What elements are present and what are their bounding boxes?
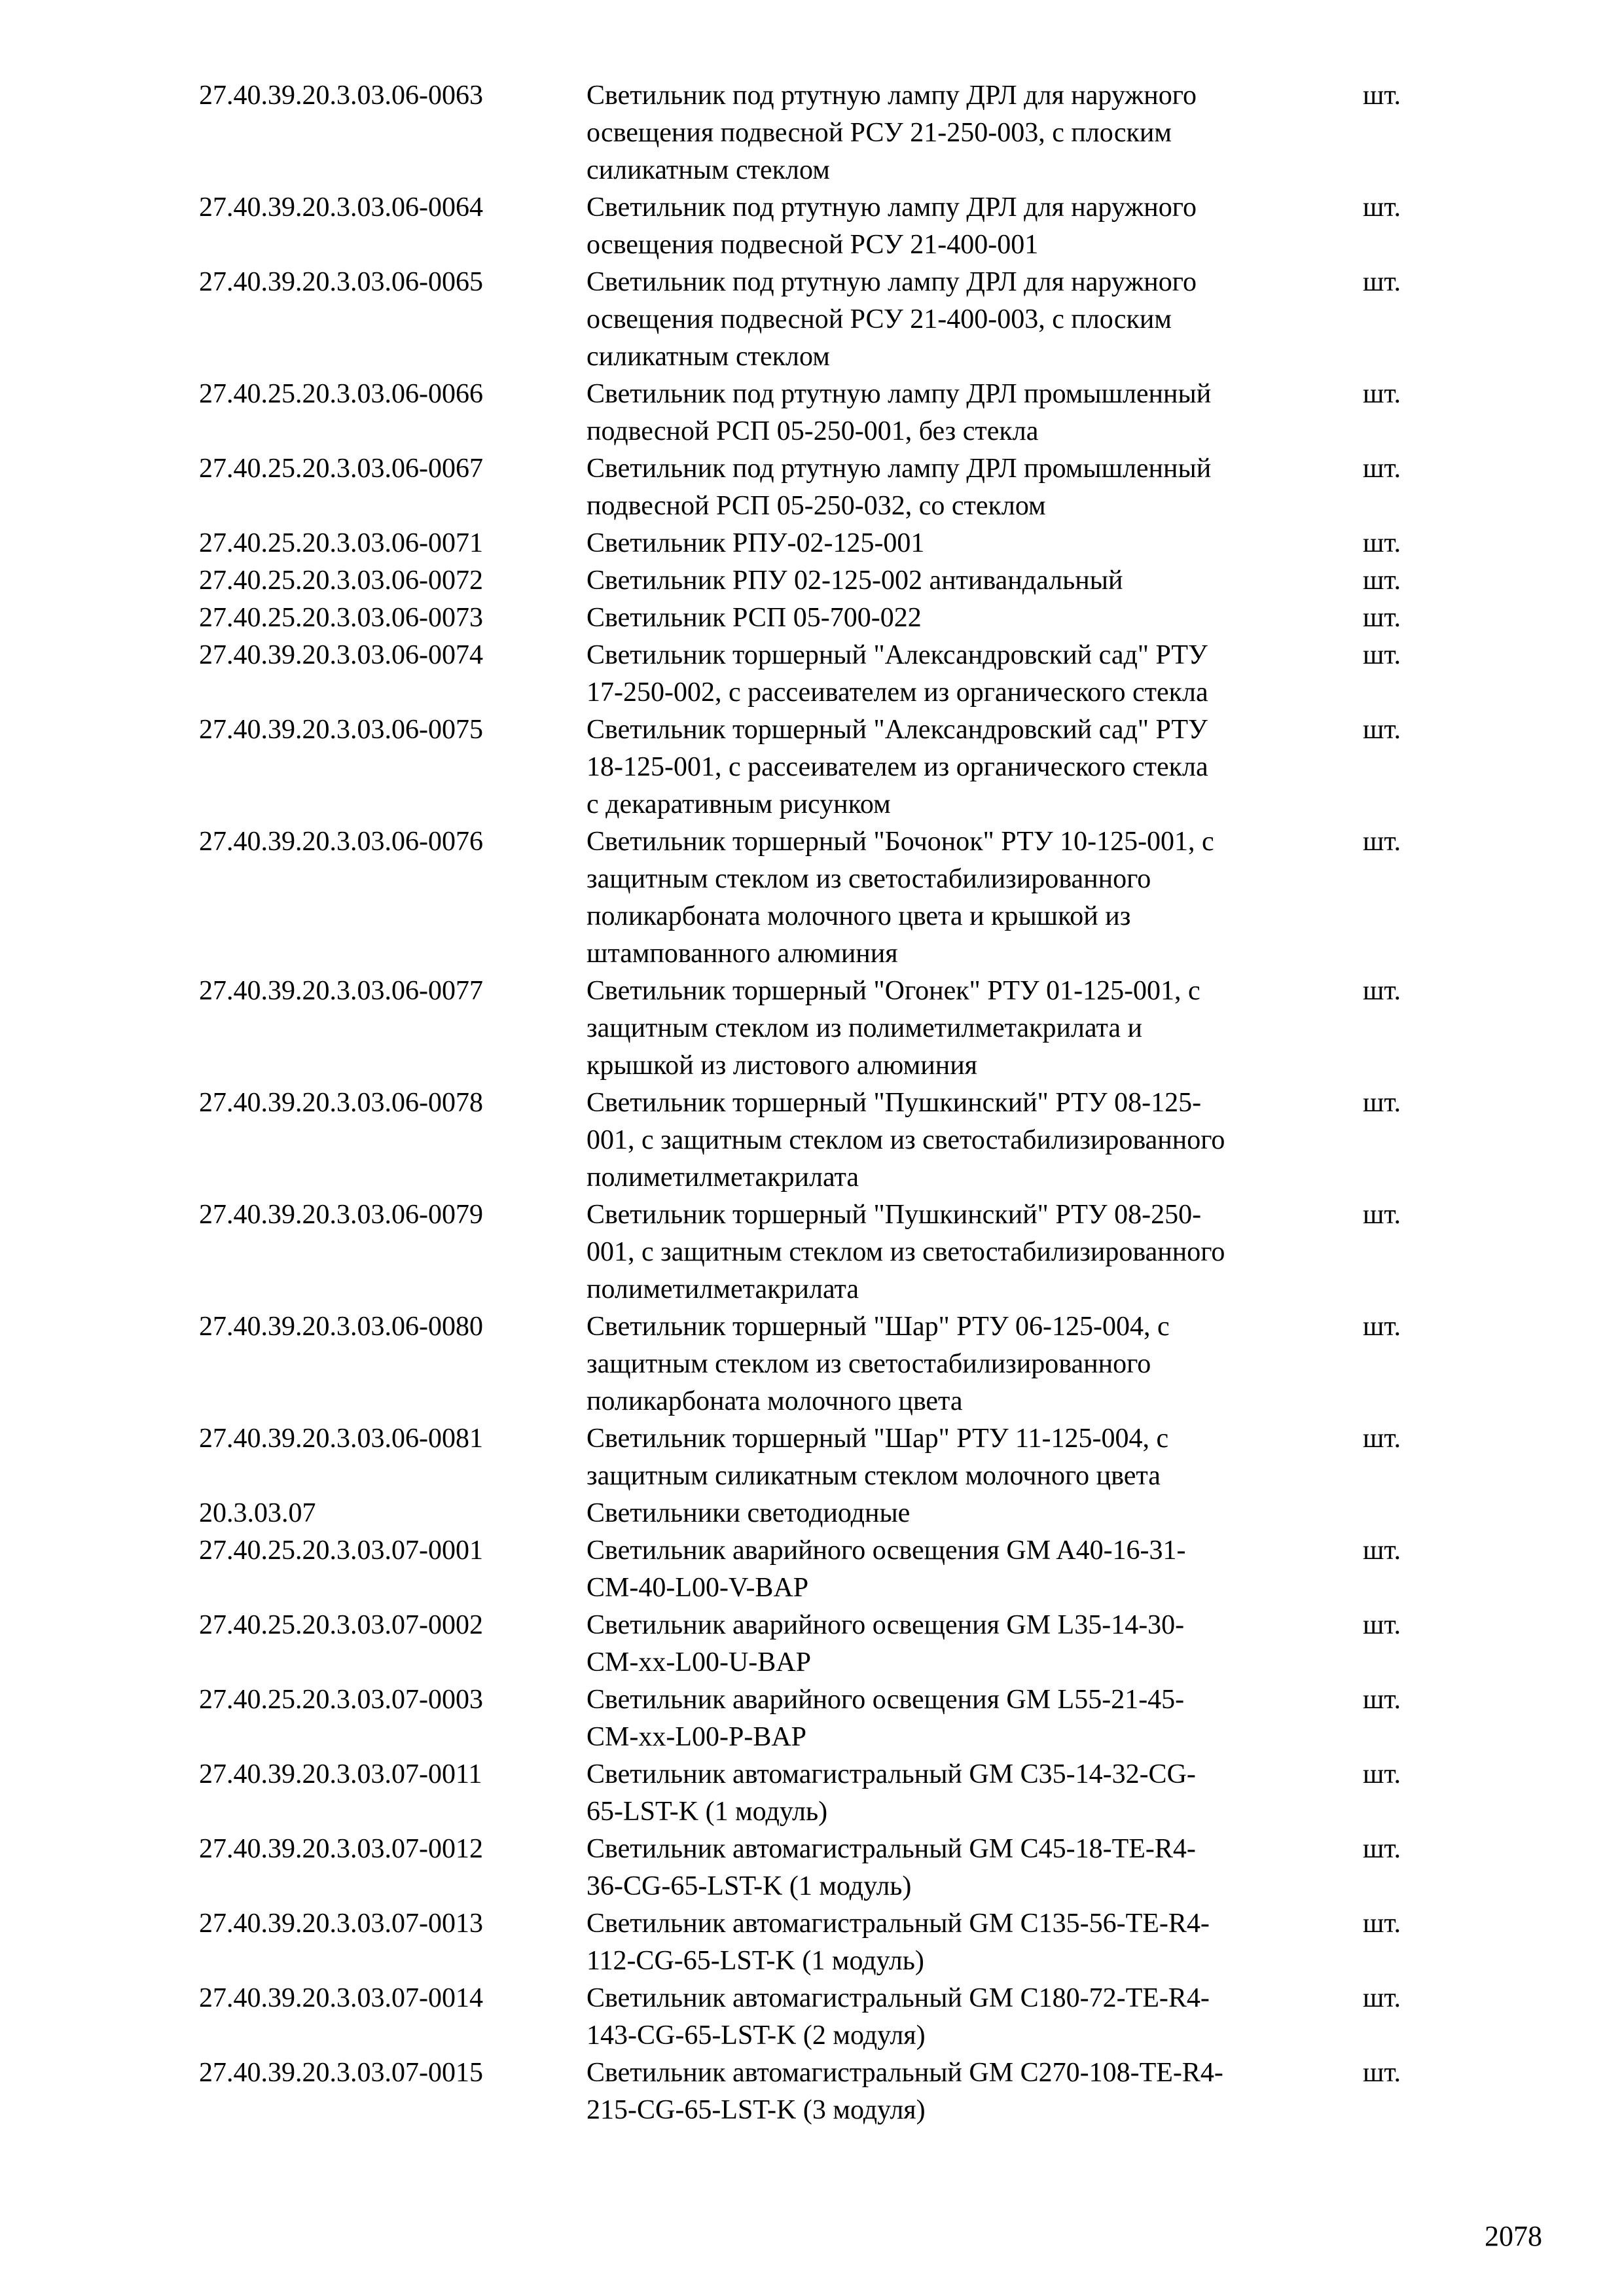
row-unit: шт. [1363, 2058, 1401, 2088]
table-row [199, 973, 1443, 1085]
row-code: 27.40.39.20.3.03.07-0012 [199, 1834, 483, 1864]
row-code: 27.40.25.20.3.03.06-0067 [199, 454, 483, 484]
row-code: 27.40.39.20.3.03.06-0063 [199, 81, 483, 111]
row-unit: шт. [1363, 1424, 1401, 1454]
row-code: 27.40.25.20.3.03.06-0073 [199, 603, 483, 633]
row-code: 27.40.39.20.3.03.06-0077 [199, 976, 483, 1006]
row-unit: шт. [1363, 827, 1401, 857]
row-code: 27.40.25.20.3.03.07-0003 [199, 1685, 483, 1715]
page-number: 2078 [1485, 2220, 1542, 2252]
row-unit: шт. [1363, 81, 1401, 111]
row-name: Светильник аварийного освещения GM L35-14-30- CM-xx-L00-U-BAP [586, 1610, 1185, 1677]
row-unit: шт. [1363, 603, 1401, 633]
row-name: Светильник торшерный "Бочонок" РТУ 10-125-001, с защитным стеклом из светостабилизированного поликарбоната молочного цвета и крышкой из штампованного алюминия [586, 827, 1214, 969]
row-code: 27.40.39.20.3.03.07-0015 [199, 2058, 483, 2088]
row-name: Светильник РПУ-02-125-001 [586, 528, 925, 558]
row-name: Светильник РПУ 02-125-002 антивандальный [586, 565, 1123, 596]
table-row [199, 600, 1443, 637]
row-name: Светильник автомагистральный GM C135-56-TE-R4- 112-CG-65-LST-K (1 модуль) [586, 1909, 1210, 1976]
row-name: Светильник торшерный "Александровский сад" РТУ 18-125-001, с рассеивателем из органического стекла с декаративным рисунком [586, 715, 1208, 819]
table-row [199, 1308, 1443, 1420]
row-unit: шт. [1363, 1909, 1401, 1939]
row-unit: шт. [1363, 1834, 1401, 1864]
row-name: Светильник автомагистральный GM C180-72-TE-R4- 143-CG-65-LST-K (2 модуля) [586, 1983, 1210, 2051]
table-row [199, 1681, 1443, 1756]
table-row [199, 525, 1443, 562]
row-name: Светильник торшерный "Шар" РТУ 06-125-004, с защитным стеклом из светостабилизированного поликарбоната молочного цвета [586, 1312, 1170, 1416]
row-unit: шт. [1363, 1685, 1401, 1715]
table-row [199, 1532, 1443, 1607]
row-code: 27.40.39.20.3.03.06-0078 [199, 1088, 483, 1118]
row-name: Светильник торшерный "Пушкинский" РТУ 08-250- 001, с защитным стеклом из светостабилизированного полиметилметакрилата [586, 1200, 1225, 1304]
table-row [199, 264, 1443, 376]
row-code: 27.40.39.20.3.03.06-0075 [199, 715, 483, 745]
table-row [199, 1196, 1443, 1308]
row-code: 27.40.39.20.3.03.07-0014 [199, 1983, 483, 2013]
row-name: Светильник торшерный "Огонек" РТУ 01-125-001, с защитным стеклом из полиметилметакрилата и крышкой из листового алюминия [586, 976, 1200, 1081]
row-unit: шт. [1363, 1983, 1401, 2013]
row-unit: шт. [1363, 267, 1401, 297]
row-unit: шт. [1363, 192, 1401, 223]
row-name: Светильник торшерный "Шар" РТУ 11-125-004, с защитным силикатным стеклом молочного цвета [586, 1424, 1169, 1491]
row-name: Светильник под ртутную лампу ДРЛ для наружного освещения подвесной РСУ 21-400-003, с плоским силикатным стеклом [586, 267, 1197, 372]
table-row [199, 1831, 1443, 1905]
row-unit: шт. [1363, 454, 1401, 484]
row-code: 27.40.39.20.3.03.06-0065 [199, 267, 483, 297]
row-code: 27.40.25.20.3.03.06-0072 [199, 565, 483, 596]
row-unit: шт. [1363, 565, 1401, 596]
row-name: Светильник под ртутную лампу ДРЛ для наружного освещения подвесной РСУ 21-250-003, с плоским силикатным стеклом [586, 81, 1197, 185]
row-name: Светильник РСП 05-700-022 [586, 603, 922, 633]
row-unit: шт. [1363, 1088, 1401, 1118]
row-code: 27.40.39.20.3.03.06-0074 [199, 640, 483, 670]
row-name: Светильник аварийного освещения GM L55-21-45- CM-xx-L00-P-BAP [586, 1685, 1185, 1752]
row-code: 27.40.39.20.3.03.06-0080 [199, 1312, 483, 1342]
row-name: Светильник под ртутную лампу ДРЛ промышленный подвесной РСП 05-250-032, со стеклом [586, 454, 1212, 521]
row-name: Светильник торшерный "Пушкинский" РТУ 08-125- 001, с защитным стеклом из светостабилизированного полиметилметакрилата [586, 1088, 1225, 1193]
table-row [199, 1085, 1443, 1196]
row-code: 27.40.39.20.3.03.06-0079 [199, 1200, 483, 1230]
row-name: Светильник автомагистральный GM C35-14-32-CG- 65-LST-K (1 модуль) [586, 1759, 1196, 1827]
row-unit: шт. [1363, 715, 1401, 745]
row-name: Светильник автомагистральный GM C270-108-TE-R4- 215-CG-65-LST-K (3 модуля) [586, 2058, 1223, 2125]
row-name: Светильник под ртутную лампу ДРЛ промышленный подвесной РСП 05-250-001, без стекла [586, 379, 1212, 446]
row-unit: шт. [1363, 1759, 1401, 1789]
table-row [199, 637, 1443, 711]
table-row [199, 1980, 1443, 2054]
section-heading-row [199, 1495, 1443, 1532]
row-code: 27.40.25.20.3.03.07-0001 [199, 1535, 483, 1566]
row-unit: шт. [1363, 528, 1401, 558]
table-row [199, 77, 1443, 189]
row-unit: шт. [1363, 1200, 1401, 1230]
row-code: 27.40.39.20.3.03.07-0013 [199, 1909, 483, 1939]
row-name: Светильник аварийного освещения GM A40-16-31- CM-40-L00-V-BAP [586, 1535, 1186, 1603]
table-row [199, 1756, 1443, 1831]
row-name: Светильник автомагистральный GM C45-18-TE-R4- 36-CG-65-LST-K (1 модуль) [586, 1834, 1196, 1901]
row-code: 27.40.39.20.3.03.06-0076 [199, 827, 483, 857]
row-code: 27.40.25.20.3.03.07-0002 [199, 1610, 483, 1640]
row-code: 27.40.39.20.3.03.07-0011 [199, 1759, 482, 1789]
table-row [199, 562, 1443, 600]
row-unit: шт. [1363, 640, 1401, 670]
section-title: Светильники светодиодные [586, 1498, 911, 1528]
resource-catalog-table [199, 77, 1443, 2129]
table-row [199, 1905, 1443, 1980]
table-row [199, 823, 1443, 973]
table-row [199, 189, 1443, 264]
row-code: 27.40.25.20.3.03.06-0066 [199, 379, 483, 409]
row-name: Светильник торшерный "Александровский сад" РТУ 17-250-002, с рассеивателем из органического стекла [586, 640, 1208, 708]
table-row [199, 1607, 1443, 1681]
table-row [199, 376, 1443, 450]
row-code: 27.40.39.20.3.03.06-0081 [199, 1424, 483, 1454]
row-unit: шт. [1363, 1312, 1401, 1342]
row-unit: шт. [1363, 1610, 1401, 1640]
table-row [199, 450, 1443, 525]
row-code: 27.40.25.20.3.03.06-0071 [199, 528, 483, 558]
row-name: Светильник под ртутную лампу ДРЛ для наружного освещения подвесной РСУ 21-400-001 [586, 192, 1197, 260]
row-unit: шт. [1363, 379, 1401, 409]
table-row [199, 2054, 1443, 2129]
row-unit: шт. [1363, 1535, 1401, 1566]
section-code: 20.3.03.07 [199, 1498, 316, 1528]
table-row [199, 711, 1443, 823]
row-code: 27.40.39.20.3.03.06-0064 [199, 192, 483, 223]
table-row [199, 1420, 1443, 1495]
row-unit: шт. [1363, 976, 1401, 1006]
